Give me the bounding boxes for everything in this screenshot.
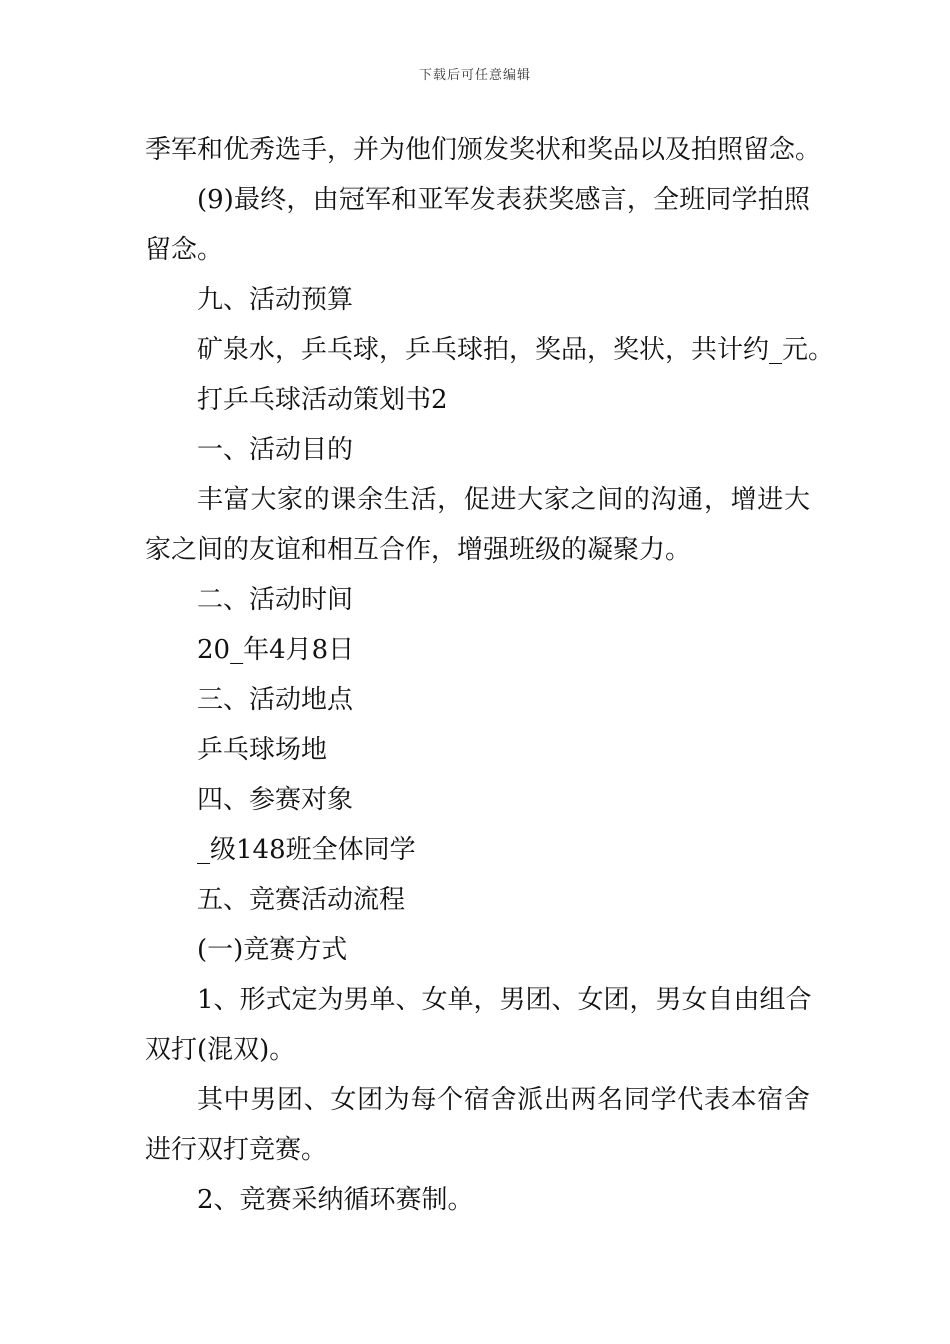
text-line: 三、活动地点 <box>197 685 354 715</box>
text-line: 丰富大家的课余生活，促进大家之间的沟通，增进大 <box>197 485 810 515</box>
text-line: 季军和优秀选手，并为他们颁发奖状和奖品以及拍照留念。 <box>145 135 822 165</box>
text-line: 双打(混双)。 <box>145 1035 296 1065</box>
text-line: 进行双打竞赛。 <box>145 1135 328 1165</box>
text-line: 乒乓球场地 <box>197 735 328 765</box>
text-line: 九、活动预算 <box>197 285 354 315</box>
text-line: 其中男团、女团为每个宿舍派出两名同学代表本宿舍 <box>197 1085 810 1115</box>
text-line: 四、参赛对象 <box>197 785 354 815</box>
text-line: 1、形式定为男单、女单，男团、女团，男女自由组合 <box>197 985 812 1015</box>
text-line: _级148班全体同学 <box>197 835 416 865</box>
text-line: 打乒乓球活动策划书2 <box>197 385 448 415</box>
text-line: (9)最终，由冠军和亚军发表获奖感言，全班同学拍照 <box>197 185 810 215</box>
document-body <box>145 125 835 1225</box>
text-line: 一、活动目的 <box>197 435 354 465</box>
text-line: 五、竞赛活动流程 <box>197 885 406 915</box>
text-line: 留念。 <box>145 235 224 265</box>
text-line: 二、活动时间 <box>197 585 354 615</box>
text-line: 矿泉水，乒乓球，乒乓球拍，奖品，奖状，共计约_元。 <box>197 335 835 365</box>
text-line: (一)竞赛方式 <box>197 935 348 965</box>
text-line: 家之间的友谊和相互合作，增强班级的凝聚力。 <box>145 535 692 565</box>
text-line: 2、竞赛采纳循环赛制。 <box>197 1185 474 1215</box>
text-line: 20_年4月8日 <box>197 635 355 665</box>
page-header: 下载后可任意编辑 <box>418 68 531 83</box>
